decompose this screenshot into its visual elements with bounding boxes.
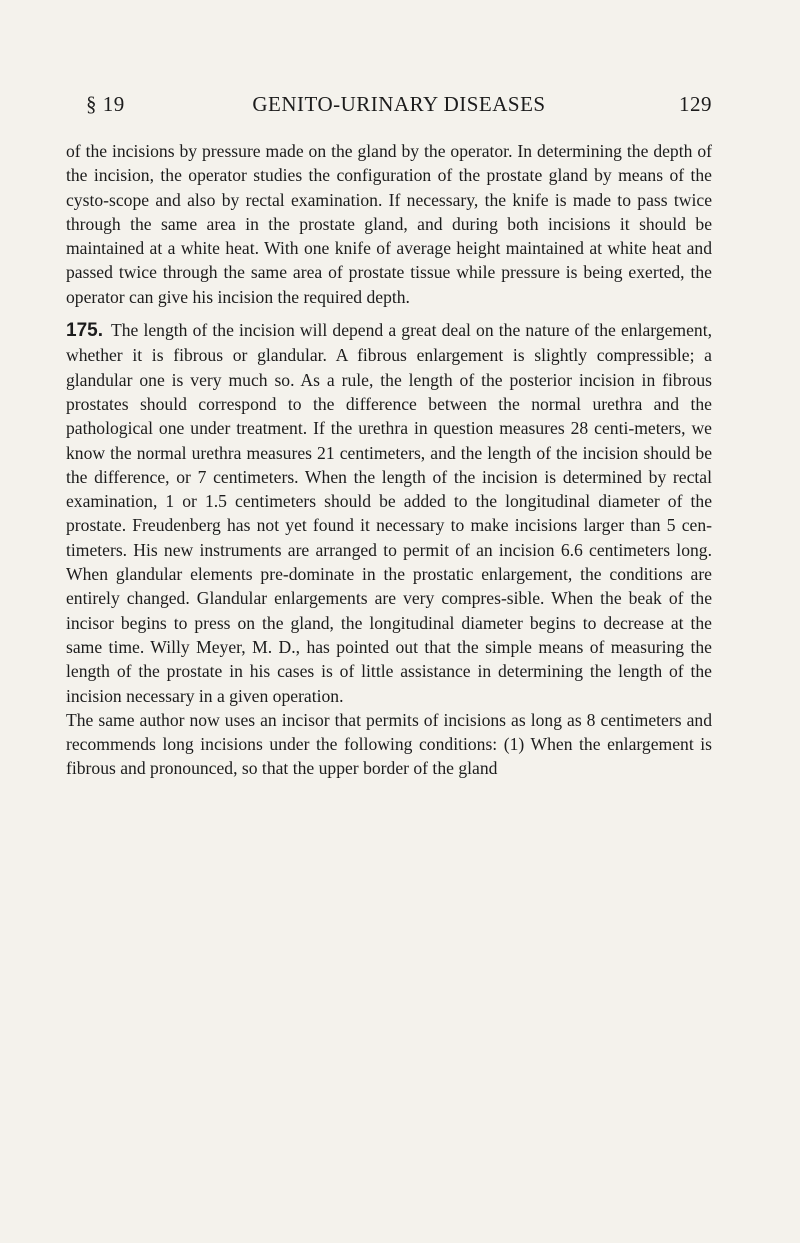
paragraph-175 <box>66 318 712 708</box>
paragraph-text: The length of the incision will depend a great deal on the nature of the enlargement, whether it is fibrous or glandular. A fibrous enlargement is slightly compressible; a glandular one is very much so. As a rule, the length of the posterior incision in fibrous prostates should correspond to the difference between the normal urethra and the pathological one under treatment. If the urethra in question measures 28 centi-meters, we know the normal urethra measures 21 centimeters, and the length of the incision should be the difference, or 7 centimeters. When the length of the incision is determined by rectal examination, 1 or 1.5 centimeters should be added to the longitudinal diameter of the prostate. Freudenberg has not yet found it necessary to make incisions larger than 5 cen-timeters. His new instruments are arranged to permit of an incision 6.6 centimeters long. When glandular elements pre-dominate in the prostatic enlargement, the conditions are entirely changed. Glandular enlargements are very compres-sible. When the beak of the incisor begins to press on the gland, the longitudinal diameter begins to decrease at the same time. Willy Meyer, M. D., has pointed out that the simple means of measuring the length of the prostate in his cases is of little assistance in determining the length of the incision necessary in a given operation. <box>66 320 712 706</box>
body-text <box>66 139 712 781</box>
paragraph-final <box>66 708 712 781</box>
section-number: § 19 <box>86 92 125 116</box>
paragraph-number: 175. <box>66 320 103 342</box>
page-number: 129 <box>679 92 712 116</box>
paragraph-text: The same author now uses an incisor that permits of incisions as long as 8 centimeters and recommends long incisions under the following conditions: (1) When the enlargement is fibrous and pronounced, so that the upper border of the gland <box>66 709 712 779</box>
running-head <box>86 92 712 122</box>
paragraph-text: of the incisions by pressure made on the gland by the operator. In determining the depth of the incision, the operator studies the configuration of the prostate gland by means of the cysto-scope and also by rectal examination. If necessary, the knife is made to pass twice through the same area in the prostate gland, and during both incisions it should be maintained at a white heat. With one knife of average height maintained at white heat and passed twice through the same area of prostate tissue while pressure is being exerted, the operator can give his incision the required depth. <box>66 141 712 307</box>
running-title: GENITO-URINARY DISEASES <box>252 92 546 116</box>
paragraph-continued <box>66 139 712 309</box>
